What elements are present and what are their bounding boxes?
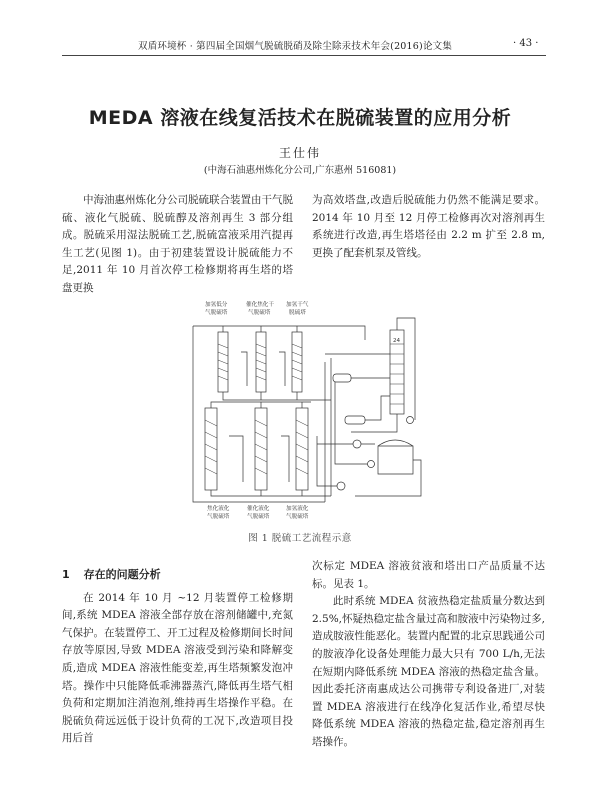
rich-pump — [368, 461, 375, 468]
section1-paragraph-continued: 次标定 MDEA 溶液贫液和塔出口产品质量不达标。见表 1。 — [312, 560, 545, 590]
author: 王仕伟 — [278, 146, 321, 160]
storage-tank — [378, 440, 413, 474]
running-header: 双盾环境杯 · 第四届全国烟气脱硫脱硝及除尘除汞技术年会(2016)论文集 — [138, 41, 453, 52]
figure-caption: 图 1 脱硫工艺流程示意 — [248, 533, 352, 544]
label-bottom-2b: 气脱硫塔 — [247, 514, 270, 520]
label-top-3b: 脱硫塔 — [289, 310, 306, 316]
section-heading — [62, 566, 293, 584]
flash-drum — [333, 374, 351, 382]
section1-left-column — [62, 566, 293, 748]
intro-right-column — [312, 192, 545, 262]
tower-number-label: 24 — [393, 338, 401, 344]
intro-paragraph-continued: 为高效塔盘,改造后脱硫能力仍然不能满足要求。2014 年 10 月至 12 月停工检修再次对溶剂再生系统进行改造,再生塔塔径由 2.2 m 扩至 2.8 m,更换了配套机泵及管线。 — [312, 194, 545, 259]
heat-exchanger — [353, 440, 361, 448]
page-number: · 43 · — [513, 38, 539, 49]
reboiler — [407, 417, 414, 424]
section1-right-column — [312, 558, 545, 752]
intro-left-column — [62, 192, 293, 298]
label-top-2b: 气脱硫塔 — [248, 310, 271, 316]
section-title: 存在的问题分析 — [83, 568, 161, 581]
affiliation: (中海石油惠州炼化分公司,广东惠州 516081) — [203, 165, 397, 176]
label-top-1a: 加氢低分 — [205, 302, 228, 308]
section1-paragraph: 在 2014 年 10 月 ~12 月装置停工检修期间,系统 MDEA 溶液全部存放在溶剂储罐中,充氮气保护。在装置停工、开工过程及检修期间长时间存放等原因,导致 MDEA 溶液受到污染和降解变质,造成 MDEA 溶液性能变差,再生塔频繁发泡冲塔。操作中只能降低乖沸器蒸汽,降低再生塔气相负荷和定期加注消泡剂,维持再生塔操作平稳。在脱硫负荷远远低于设计负荷的工况下,改造项目投用后首 — [62, 591, 293, 745]
process-flow-figure — [185, 296, 430, 524]
label-top-3a: 加氢干气 — [286, 302, 309, 308]
section-number: 1 — [62, 568, 70, 581]
label-bottom-1b: 气脱硫塔 — [207, 514, 230, 520]
process-flow-diagram — [185, 296, 430, 524]
section1-paragraph-2: 此时系统 MDEA 贫液热稳定盐质量分数达到 2.5%,怀疑热稳定盐含量过高和胺液中污染物过多,造成胺液性能恶化。装置内配置的北京思践通公司的胺液净化设备处理能力最大只有 700 L/h,无法在短期内降低系统 MDEA 溶液的热稳定盐含量。因此委托济南惠成达公司携带专利设备进厂,对装置 MDEA 溶液进行在线净化复活作业,希望尽快降低系统 MDEA 溶液的热稳定盐,稳定溶剂再生塔操作。 — [312, 595, 545, 748]
article-title: MEDA 溶液在线复活技术在脱硫装置的应用分析 — [88, 107, 512, 129]
reflux-drum — [345, 416, 365, 424]
intro-paragraph: 中海油惠州炼化分公司脱硫联合装置由干气脱硫、液化气脱硫、脱硫醇及溶剂再生 3 部分组成。脱硫采用湿法脱硫工艺,脱硫富液采用汽提再生工艺(见图 1)。由于初建装置设计脱硫能力不足,2011 年 10 月首次停工检修期将再生塔的塔盘更换 — [62, 194, 293, 294]
label-bottom-2a: 催化液化 — [247, 506, 270, 512]
label-bottom-3a: 加氢液化 — [286, 506, 309, 512]
label-top-2a: 催化焦化干 — [246, 302, 274, 308]
lean-pump — [337, 482, 345, 490]
label-bottom-1a: 焦化液化 — [207, 506, 230, 512]
header-rule — [62, 55, 546, 56]
label-bottom-3b: 气脱硫塔 — [286, 514, 309, 520]
label-top-1b: 气脱硫塔 — [205, 310, 228, 316]
